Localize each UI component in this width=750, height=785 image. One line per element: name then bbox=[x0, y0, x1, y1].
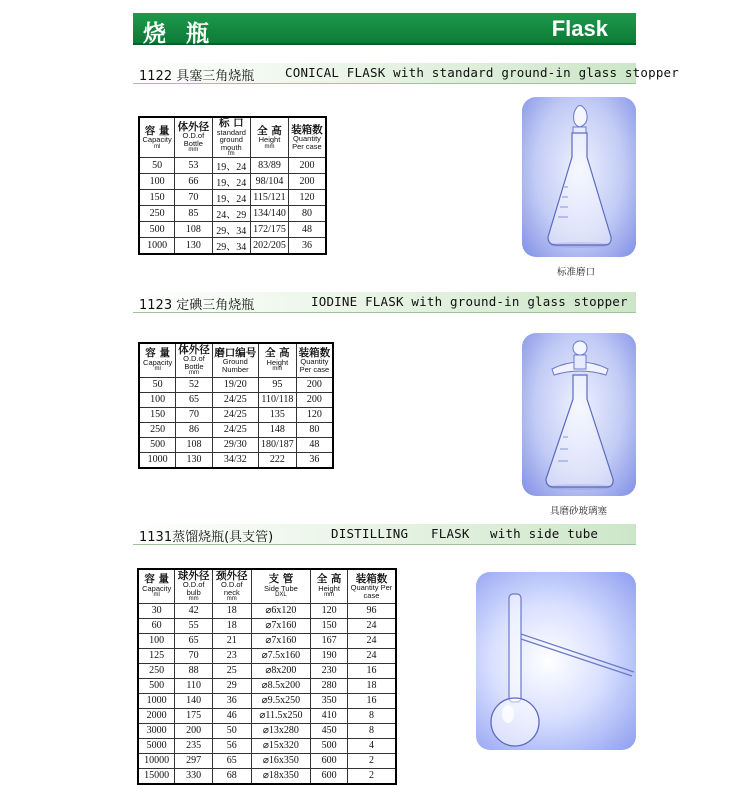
column-header bbox=[175, 117, 212, 158]
table-cell: 46 bbox=[212, 708, 251, 723]
column-header-cn: 颈外径 bbox=[216, 569, 248, 582]
column-header bbox=[139, 117, 175, 158]
column-header-en: Ground Number bbox=[221, 357, 249, 374]
column-header-unit: fm bbox=[227, 151, 235, 157]
iodine-flask-caption: 具磨砂玻璃塞 bbox=[550, 506, 608, 517]
table-cell: 16 bbox=[347, 693, 396, 708]
table-cell: 16 bbox=[347, 663, 396, 678]
table-row bbox=[138, 723, 396, 738]
table-cell: 120 bbox=[296, 407, 333, 422]
column-header bbox=[288, 117, 326, 158]
page-header-banner bbox=[133, 13, 636, 45]
column-header-cn: 容 量 bbox=[144, 124, 170, 137]
table-cell: 100 bbox=[139, 174, 175, 190]
table-cell: 500 bbox=[311, 738, 348, 753]
table-cell: 250 bbox=[139, 206, 175, 222]
conical-flask-spec-table bbox=[138, 116, 327, 255]
column-header-en: Capacity bbox=[142, 583, 172, 593]
table-cell: 24 bbox=[347, 618, 396, 633]
table-cell: 48 bbox=[296, 437, 333, 452]
table-cell: 110 bbox=[175, 678, 213, 693]
table-cell: ⌀8.5x200 bbox=[251, 678, 311, 693]
column-header-en: O.D.of Bottle bbox=[182, 131, 205, 148]
table-cell: 19、24 bbox=[212, 190, 251, 206]
column-header-cn: 体外径 bbox=[178, 343, 210, 356]
table-row bbox=[138, 633, 396, 648]
column-header bbox=[139, 343, 176, 377]
column-header bbox=[175, 569, 213, 603]
table-cell: 202/205 bbox=[251, 238, 289, 255]
table-cell: 29、34 bbox=[212, 238, 251, 255]
table-cell: 150 bbox=[139, 190, 175, 206]
section-title-en-a: DISTILLING bbox=[331, 526, 409, 541]
table-cell: 222 bbox=[258, 452, 296, 468]
column-header-unit: ml bbox=[154, 366, 161, 373]
section-title-en-c: with side tube bbox=[490, 526, 599, 541]
column-header-unit: DXL bbox=[275, 592, 287, 599]
column-header-cn: 磨口编号 bbox=[214, 346, 257, 359]
section-code: 1123 定碘三角烧瓶 bbox=[139, 298, 255, 313]
table-cell: 2 bbox=[347, 768, 396, 784]
section-title-en: CONICAL FLASK with standard ground-in glass stopper bbox=[285, 65, 680, 80]
page-title-en: Flask bbox=[551, 16, 608, 41]
table-cell: 70 bbox=[175, 648, 213, 663]
iodine-flask-illustration bbox=[522, 333, 636, 496]
conical-flask-illustration bbox=[522, 97, 636, 257]
table-cell: 85 bbox=[175, 206, 212, 222]
distilling-flask-spec-table bbox=[137, 568, 397, 785]
table-cell: 150 bbox=[311, 618, 348, 633]
column-header bbox=[212, 117, 251, 158]
table-cell: 98/104 bbox=[251, 174, 289, 190]
iodine-flask-spec-table bbox=[138, 342, 334, 469]
column-header-en: Quantity Per case bbox=[292, 134, 322, 151]
table-cell: ⌀6x120 bbox=[251, 603, 311, 618]
table-cell: 68 bbox=[212, 768, 251, 784]
table-cell: ⌀9.5x250 bbox=[251, 693, 311, 708]
table-cell: 42 bbox=[175, 603, 213, 618]
table-cell: 500 bbox=[138, 678, 175, 693]
table-cell: 135 bbox=[258, 407, 296, 422]
table-row bbox=[138, 693, 396, 708]
table-cell: 3000 bbox=[138, 723, 175, 738]
table-row bbox=[138, 663, 396, 678]
column-header-unit: mm bbox=[188, 147, 199, 154]
table-cell: 1000 bbox=[139, 238, 175, 255]
table-cell: 180/187 bbox=[258, 437, 296, 452]
table-cell: 200 bbox=[175, 723, 213, 738]
table-row bbox=[139, 222, 326, 238]
table-cell: 200 bbox=[296, 377, 333, 392]
table-cell: 235 bbox=[175, 738, 213, 753]
table-row bbox=[138, 738, 396, 753]
table-cell: 29 bbox=[212, 678, 251, 693]
table-cell: 200 bbox=[288, 158, 326, 174]
table-cell: 83/89 bbox=[251, 158, 289, 174]
table-cell: ⌀16x350 bbox=[251, 753, 311, 768]
table-cell: 24/25 bbox=[212, 422, 258, 437]
column-header-en: Quantity Per case bbox=[299, 357, 330, 374]
table-cell: 200 bbox=[296, 392, 333, 407]
table-cell: 65 bbox=[212, 753, 251, 768]
conical-flask-photo bbox=[522, 97, 636, 257]
table-cell: ⌀7.5x160 bbox=[251, 648, 311, 663]
table-cell: 50 bbox=[139, 158, 175, 174]
table-cell: ⌀11.5x250 bbox=[251, 708, 311, 723]
table-cell: 250 bbox=[139, 422, 176, 437]
table-cell: 120 bbox=[311, 603, 348, 618]
table-row bbox=[139, 238, 326, 255]
distilling-flask-illustration bbox=[476, 572, 636, 750]
column-header-en: Height bbox=[258, 135, 281, 144]
column-header-cn: 支 管 bbox=[268, 573, 294, 586]
table-cell: 18 bbox=[212, 618, 251, 633]
table-cell: 23 bbox=[212, 648, 251, 663]
table-cell: 297 bbox=[175, 753, 213, 768]
table-cell: 65 bbox=[175, 633, 213, 648]
table-cell: 500 bbox=[139, 437, 176, 452]
table-cell: 108 bbox=[175, 222, 212, 238]
column-header bbox=[212, 343, 258, 377]
column-header-en: O.D.of neck bbox=[220, 580, 243, 597]
table-cell: 330 bbox=[175, 768, 213, 784]
table-cell: 24 bbox=[347, 648, 396, 663]
table-cell: 36 bbox=[288, 238, 326, 255]
table-cell: 600 bbox=[311, 768, 348, 784]
table-cell: 60 bbox=[138, 618, 175, 633]
section-header-iodine-flask bbox=[133, 292, 636, 313]
table-cell: 21 bbox=[212, 633, 251, 648]
table-cell: 150 bbox=[139, 407, 176, 422]
table-cell: 48 bbox=[288, 222, 326, 238]
column-header-unit: ml bbox=[153, 592, 160, 599]
column-header-unit: mm bbox=[188, 596, 199, 602]
table-cell: 148 bbox=[258, 422, 296, 437]
section-header-conical-flask bbox=[133, 63, 680, 84]
column-header-unit: mm bbox=[272, 366, 283, 373]
table-cell: 56 bbox=[212, 738, 251, 753]
column-header bbox=[138, 569, 175, 603]
section-header-distilling-flask bbox=[133, 524, 636, 545]
table-cell: 25 bbox=[212, 663, 251, 678]
column-header-cn: 全 高 bbox=[257, 124, 282, 137]
table-cell: 18 bbox=[347, 678, 396, 693]
table-cell: 55 bbox=[175, 618, 213, 633]
column-header-unit: mm bbox=[324, 592, 335, 599]
table-row bbox=[139, 392, 333, 407]
table-cell: 100 bbox=[139, 392, 176, 407]
iodine-flask-photo bbox=[522, 333, 636, 496]
column-header bbox=[296, 343, 333, 377]
table-row bbox=[138, 603, 396, 618]
table-cell: ⌀7x160 bbox=[251, 633, 311, 648]
column-header-en: Capacity bbox=[143, 357, 173, 367]
table-cell: 19/20 bbox=[212, 377, 258, 392]
table-row bbox=[139, 422, 333, 437]
column-header-unit: mm bbox=[264, 143, 275, 150]
table-cell: 140 bbox=[175, 693, 213, 708]
table-cell: 66 bbox=[175, 174, 212, 190]
column-header-cn: 装箱数 bbox=[355, 572, 388, 585]
column-header-unit: mm bbox=[188, 370, 199, 376]
table-cell: 100 bbox=[138, 633, 175, 648]
column-header-cn: 装箱数 bbox=[298, 346, 331, 359]
table-cell: ⌀7x160 bbox=[251, 618, 311, 633]
table-row bbox=[138, 618, 396, 633]
table-cell: 230 bbox=[311, 663, 348, 678]
column-header-cn: 装箱数 bbox=[291, 123, 323, 136]
table-cell: 36 bbox=[296, 452, 333, 468]
table-cell: 24/25 bbox=[212, 392, 258, 407]
table-cell: 18 bbox=[212, 603, 251, 618]
table-cell: 4 bbox=[347, 738, 396, 753]
column-header-cn: 球外径 bbox=[177, 569, 210, 582]
table-cell: 80 bbox=[296, 422, 333, 437]
column-header bbox=[176, 343, 212, 377]
distilling-flask-photo bbox=[476, 572, 636, 750]
table-cell: 8 bbox=[347, 708, 396, 723]
column-header-unit: ml bbox=[153, 143, 161, 150]
section-code: 1131蒸馏烧瓶(具支管) bbox=[139, 530, 274, 545]
table-cell: 29/30 bbox=[212, 437, 258, 452]
table-cell: 2 bbox=[347, 753, 396, 768]
table-cell: ⌀15x320 bbox=[251, 738, 311, 753]
table-cell: 134/140 bbox=[251, 206, 289, 222]
table-cell: 15000 bbox=[138, 768, 175, 784]
column-header-cn: 全 高 bbox=[265, 347, 290, 360]
table-cell: 120 bbox=[288, 190, 326, 206]
table-row bbox=[139, 158, 326, 174]
table-cell: 2000 bbox=[138, 708, 175, 723]
column-header-en: O.D.of bulb bbox=[182, 580, 205, 597]
table-cell: 1000 bbox=[138, 693, 175, 708]
table-cell: 50 bbox=[212, 723, 251, 738]
column-header-cn: 体外径 bbox=[177, 120, 210, 133]
column-header-cn: 容 量 bbox=[145, 347, 170, 360]
table-row bbox=[139, 190, 326, 206]
table-cell: 130 bbox=[176, 452, 212, 468]
table-cell: 53 bbox=[175, 158, 212, 174]
table-cell: 70 bbox=[175, 190, 212, 206]
table-cell: 88 bbox=[175, 663, 213, 678]
conical-flask-caption: 标准磨口 bbox=[557, 267, 596, 278]
column-header-en: standard ground mouth bbox=[216, 127, 246, 152]
column-header-cn: 标 口 bbox=[218, 117, 244, 129]
table-cell: 200 bbox=[288, 174, 326, 190]
table-cell: 108 bbox=[176, 437, 212, 452]
table-cell: 280 bbox=[311, 678, 348, 693]
column-header-en: Quantity Per case bbox=[350, 583, 393, 600]
column-header-cn: 全 高 bbox=[316, 573, 342, 586]
table-cell: 172/175 bbox=[251, 222, 289, 238]
column-header-cn: 容 量 bbox=[144, 573, 169, 586]
table-cell: 19、24 bbox=[212, 174, 251, 190]
table-cell: ⌀13x280 bbox=[251, 723, 311, 738]
column-header-unit: mm bbox=[226, 596, 237, 602]
table-row bbox=[139, 174, 326, 190]
section-code: 1122 具塞三角烧瓶 bbox=[139, 69, 255, 84]
table-cell: 30 bbox=[138, 603, 175, 618]
table-cell: 24、29 bbox=[212, 206, 251, 222]
column-header bbox=[258, 343, 296, 377]
table-cell: 600 bbox=[311, 753, 348, 768]
column-header-en: Height bbox=[266, 357, 289, 367]
table-cell: 8 bbox=[347, 723, 396, 738]
table-cell: 95 bbox=[258, 377, 296, 392]
table-cell: ⌀8x200 bbox=[251, 663, 311, 678]
table-cell: 130 bbox=[175, 238, 212, 255]
table-cell: 86 bbox=[176, 422, 212, 437]
table-row bbox=[138, 648, 396, 663]
table-cell: 24/25 bbox=[212, 407, 258, 422]
table-cell: ⌀18x350 bbox=[251, 768, 311, 784]
table-cell: 96 bbox=[347, 603, 396, 618]
table-cell: 36 bbox=[212, 693, 251, 708]
table-row bbox=[138, 678, 396, 693]
table-cell: 350 bbox=[311, 693, 348, 708]
table-cell: 190 bbox=[311, 648, 348, 663]
table-cell: 1000 bbox=[139, 452, 176, 468]
table-cell: 410 bbox=[311, 708, 348, 723]
table-cell: 167 bbox=[311, 633, 348, 648]
table-cell: 450 bbox=[311, 723, 348, 738]
table-row bbox=[139, 437, 333, 452]
table-row bbox=[139, 206, 326, 222]
table-cell: 52 bbox=[176, 377, 212, 392]
table-cell: 34/32 bbox=[212, 452, 258, 468]
table-cell: 70 bbox=[176, 407, 212, 422]
table-row bbox=[139, 407, 333, 422]
table-cell: 10000 bbox=[138, 753, 175, 768]
table-cell: 175 bbox=[175, 708, 213, 723]
column-header bbox=[212, 569, 251, 603]
column-header bbox=[347, 569, 396, 603]
table-cell: 80 bbox=[288, 206, 326, 222]
table-cell: 125 bbox=[138, 648, 175, 663]
table-cell: 250 bbox=[138, 663, 175, 678]
table-row bbox=[139, 377, 333, 392]
column-header bbox=[251, 569, 311, 603]
column-header bbox=[311, 569, 348, 603]
table-cell: 24 bbox=[347, 633, 396, 648]
table-cell: 5000 bbox=[138, 738, 175, 753]
column-header-en: Capacity bbox=[142, 135, 172, 144]
table-cell: 500 bbox=[139, 222, 175, 238]
table-row bbox=[138, 768, 396, 784]
table-cell: 29、34 bbox=[212, 222, 251, 238]
table-cell: 65 bbox=[176, 392, 212, 407]
table-cell: 50 bbox=[139, 377, 176, 392]
table-row bbox=[138, 753, 396, 768]
table-row bbox=[138, 708, 396, 723]
table-cell: 110/118 bbox=[258, 392, 296, 407]
column-header-en: Side Tube bbox=[264, 583, 298, 593]
table-row bbox=[139, 452, 333, 468]
table-cell: 19、24 bbox=[212, 158, 251, 174]
section-title-en: IODINE FLASK with ground-in glass stopper bbox=[311, 294, 628, 309]
table-cell: 115/121 bbox=[251, 190, 289, 206]
page-title-cn: 烧 瓶 bbox=[143, 21, 216, 47]
section-title-en-b: FLASK bbox=[431, 526, 470, 541]
column-header-en: Height bbox=[318, 583, 340, 593]
column-header-en: O.D.of Bottle bbox=[183, 354, 205, 371]
column-header bbox=[251, 117, 289, 158]
